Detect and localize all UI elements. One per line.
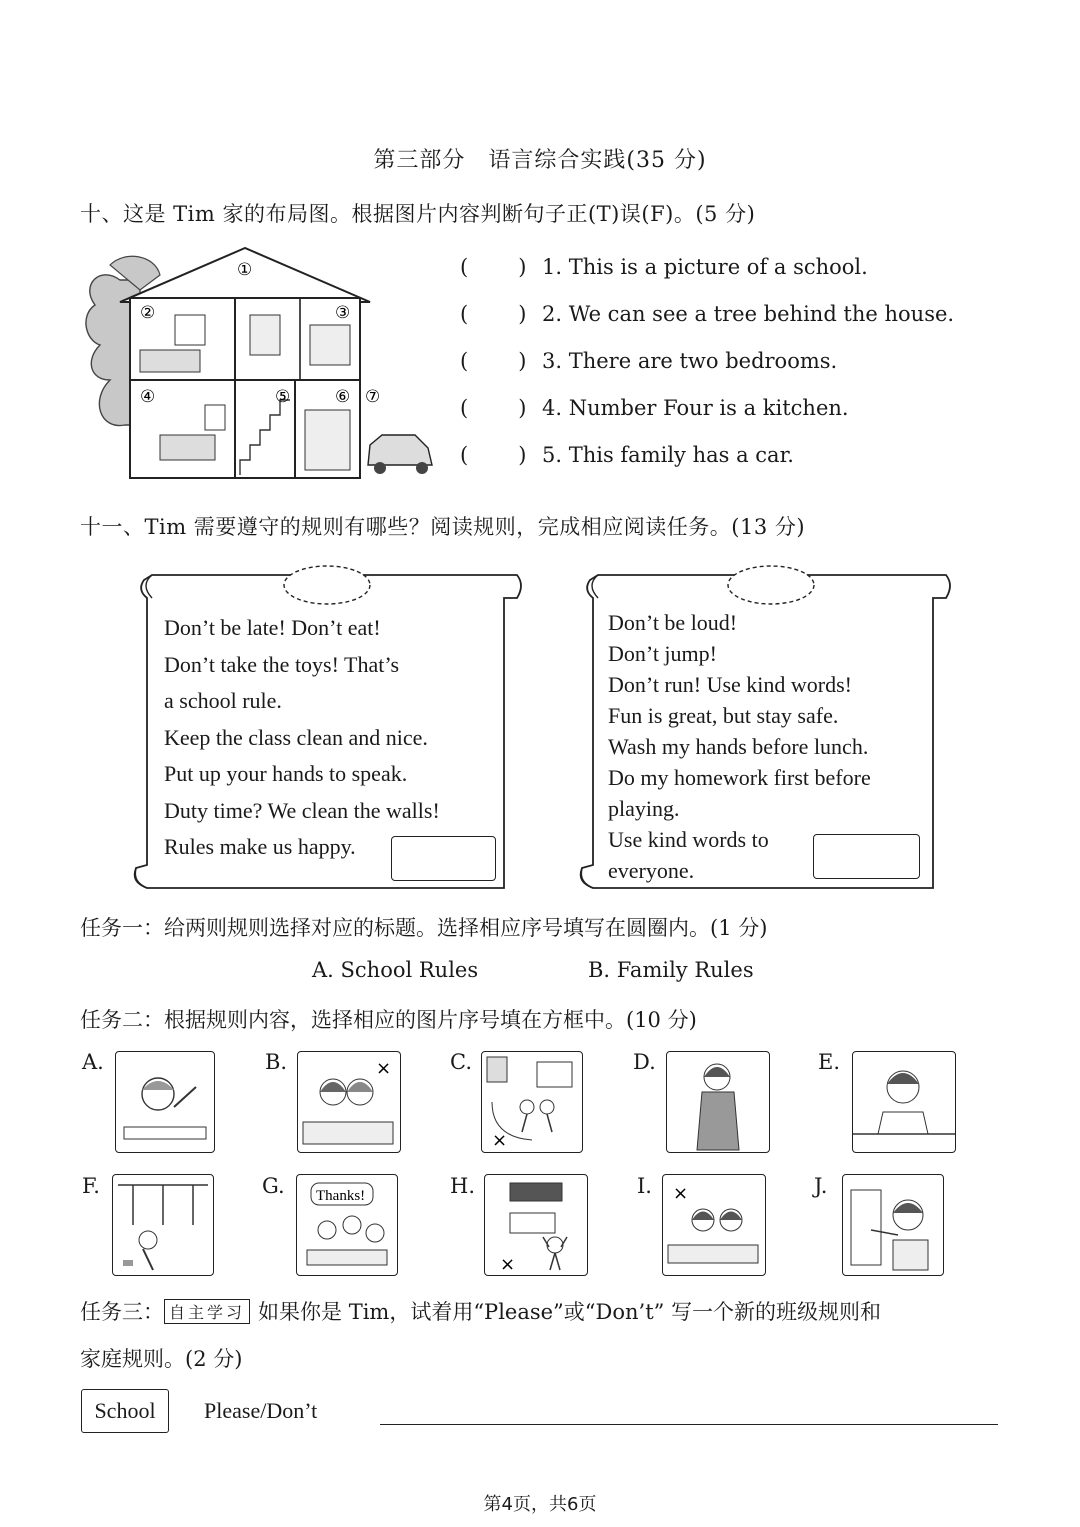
house-marker-2: ② [140,303,156,323]
picture-e-boy-writing [852,1051,956,1153]
answer-paren[interactable]: ( ) [460,442,527,467]
thanks-caption: Thanks! [316,1188,366,1204]
tf-item-text: 2. We can see a tree behind the house. [542,301,955,326]
house-marker-1: ① [237,260,253,280]
option-b: B. Family Rules [588,958,754,982]
picture-b-kids-talking [297,1051,401,1153]
rule-line: Rules make us happy. [164,834,356,859]
rule-line: Do my homework first before [608,765,871,790]
school-label-box: School [81,1389,169,1433]
pic-letter-f: F. [82,1174,100,1198]
tf-item-text: 3. There are two bedrooms. [542,348,838,373]
rule-line: a school rule. [164,688,282,713]
option-a: A. School Rules [312,958,479,982]
rule-line: Put up your hands to speak. [164,761,408,786]
picture-h-kid-jumping [484,1174,588,1276]
task3-text2: 家庭规则。(2 分) [80,1347,243,1371]
picture-g-thanks-family [296,1174,398,1276]
q10-heading: 十、这是 Tim 家的布局图。根据图片内容判断句子正(T)误(F)。(5 分) [80,202,756,226]
house-floorplan-illustration [80,240,440,488]
task3-text: 如果你是 Tim，试着用“Please”或“Don’t” 写一个新的班级规则和 [258,1300,882,1324]
tf-item-text: 1. This is a picture of a school. [542,254,868,279]
pic-letter-h: H. [450,1174,475,1198]
rule-line: Don’t be late! Don’t eat! [164,615,381,640]
self-study-badge: 自主学习 [164,1299,250,1324]
answer-paren[interactable]: ( ) [460,254,527,279]
tf-item-3 [460,337,954,384]
answer-paren[interactable]: ( ) [460,395,527,420]
please-dont-prompt: Please/Don’t [204,1398,318,1423]
pic-letter-d: D. [633,1050,656,1074]
rule-line: Don’t be loud! [608,610,738,635]
cross-mark: × [500,1254,516,1275]
cross-mark: × [492,1130,508,1151]
tf-item-2 [460,290,954,337]
task1-text: 任务一：给两则规则选择对应的标题。选择相应序号填写在圆圈内。(1 分) [80,916,768,940]
house-marker-3: ③ [335,303,351,323]
picture-f-boy-picking-up [112,1174,214,1276]
answer-paren[interactable]: ( ) [460,301,527,326]
cross-mark: × [673,1183,689,1204]
scroll-left-text [164,610,440,866]
answer-paren[interactable]: ( ) [460,348,527,373]
pic-letter-c: C. [450,1050,472,1074]
cross-mark: × [376,1058,392,1079]
rule-line: Use kind words to [608,827,769,852]
picture-d-teacher [666,1051,770,1153]
title-circle-right[interactable] [728,566,814,604]
picture-i-kids-at-desk [662,1174,766,1276]
q11-heading: 十一、Tim 需要遵守的规则有哪些？阅读规则，完成相应阅读任务。(13 分) [80,515,806,539]
answer-box-left[interactable] [391,836,496,881]
page-footer: 第4页，共6页 [483,1494,597,1515]
tf-item-text: 4. Number Four is a kitchen. [542,395,849,420]
rule-line: Don’t jump! [608,641,717,666]
house-marker-7: ⑦ [365,387,381,407]
rule-line: Don’t run! Use kind words! [608,672,853,697]
rule-line: everyone. [608,858,695,883]
rule-line: Fun is great, but stay safe. [608,703,839,728]
section-title: 第三部分 语言综合实践(35 分) [373,148,707,173]
picture-a-girl-raising-hand [115,1051,215,1153]
rule-line: Wash my hands before lunch. [608,734,869,759]
tf-item-5 [460,431,954,478]
tf-item-1 [460,243,954,290]
pic-letter-j: J. [814,1174,828,1198]
pic-letter-i: I. [637,1174,652,1198]
task2-text: 任务二：根据规则内容，选择相应的图片序号填在方框中。(10 分) [80,1008,697,1032]
q10-items [460,243,954,478]
answer-box-right[interactable] [813,834,920,879]
task3-prefix: 任务三： [80,1300,164,1324]
pic-letter-a: A. [82,1050,104,1074]
pic-letter-e: E. [818,1050,841,1074]
house-marker-6: ⑥ [335,387,351,407]
rule-line: playing. [608,796,680,821]
answer-line[interactable] [380,1424,998,1425]
picture-c-kids-running [481,1051,583,1153]
rule-line: Don’t take the toys! That’s [164,651,400,677]
pic-letter-b: B. [265,1050,288,1074]
tf-item-4 [460,384,954,431]
title-circle-left[interactable] [284,566,370,604]
rule-line: Keep the class clean and nice. [164,724,428,750]
tf-item-text: 5. This family has a car. [542,442,794,467]
task3-line [80,1296,881,1326]
pic-letter-g: G. [262,1174,285,1198]
picture-j-washing-hands [842,1174,944,1276]
house-marker-5: ⑤ [275,387,291,407]
rule-line: Duty time? We clean the walls! [164,797,440,823]
house-marker-4: ④ [140,387,156,407]
